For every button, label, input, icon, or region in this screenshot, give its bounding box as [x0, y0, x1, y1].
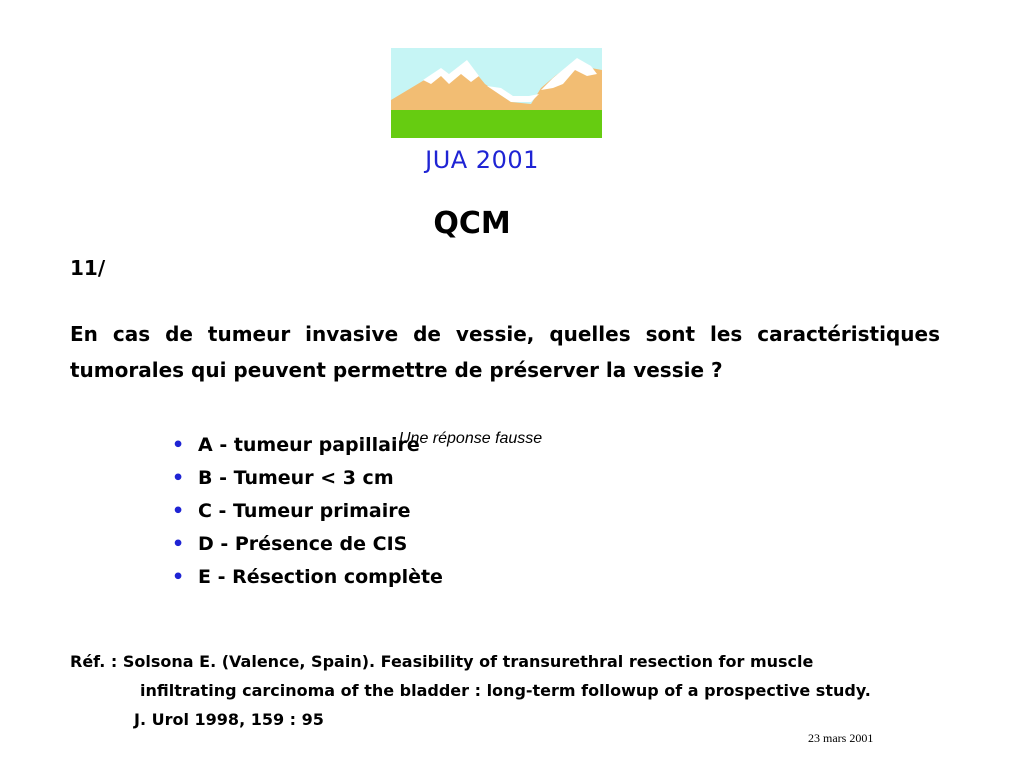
brand-title: JUA 2001: [425, 146, 539, 174]
option-label: D - Présence de CIS: [198, 533, 408, 555]
mountain-logo-icon: [391, 48, 602, 138]
option-d[interactable]: [172, 533, 443, 566]
question-number: 11/: [70, 256, 106, 280]
option-label: C - Tumeur primaire: [198, 500, 411, 522]
option-a[interactable]: [172, 434, 443, 467]
option-c[interactable]: [172, 500, 443, 533]
bullet-icon: •: [172, 500, 185, 522]
logo-grass: [391, 110, 602, 138]
page-title: QCM: [433, 206, 511, 241]
option-label: B - Tumeur < 3 cm: [198, 467, 394, 489]
question-text: En cas de tumeur invasive de vessie, quelles sont les caractéristiques tumorales qui peuvent permettre de préserver la vessie ?: [70, 322, 940, 382]
option-label: A - tumeur papillaire: [198, 434, 420, 456]
bullet-icon: •: [172, 533, 185, 555]
footer-date: 23 mars 2001: [808, 731, 874, 745]
option-label: E - Résection complète: [198, 566, 443, 588]
reference-line-3: J. Urol 1998, 159 : 95: [134, 710, 324, 729]
answer-hint: Une réponse fausse: [399, 430, 543, 447]
reference: [70, 647, 871, 734]
bullet-icon: •: [172, 566, 185, 588]
bullet-icon: •: [172, 434, 185, 456]
reference-line-2: infiltrating carcinoma of the bladder : long-term followup of a prospective study.: [140, 681, 871, 700]
reference-line-1: Réf. : Solsona E. (Valence, Spain). Feasibility of transurethral resection for muscle: [70, 652, 814, 671]
answer-options: [172, 434, 443, 599]
bullet-icon: •: [172, 467, 185, 489]
option-b[interactable]: [172, 467, 443, 500]
option-e[interactable]: [172, 566, 443, 599]
